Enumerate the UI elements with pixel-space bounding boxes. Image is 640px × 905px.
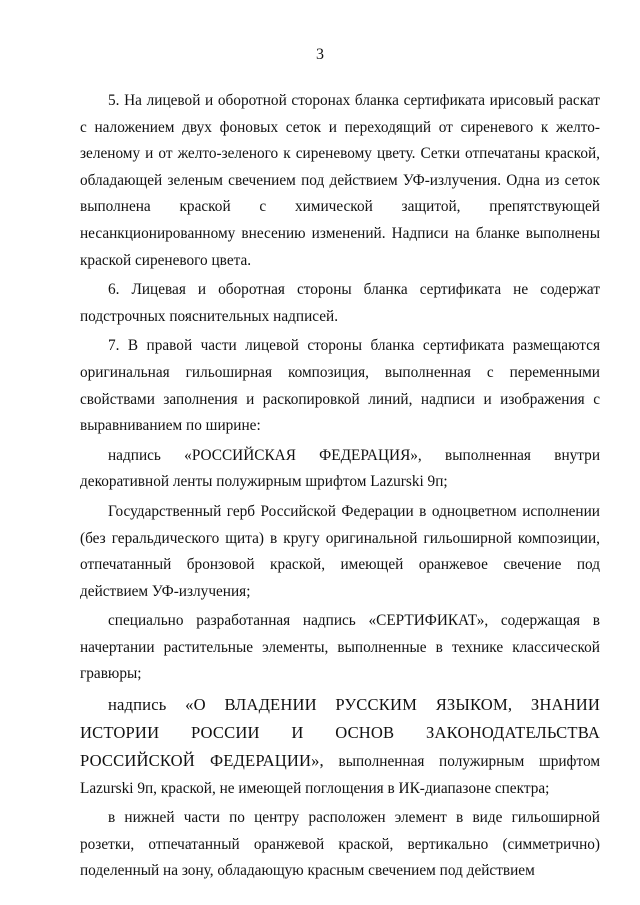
item-inscription-certificate: специально разработанная надпись «СЕРТИФИКАТ», содержащая в начертании растительные элементы, выполненные в технике классической гравюры; [80,612,600,683]
page-number: 3 [316,46,324,63]
paragraph-5: 5. На лицевой и оборотной сторонах бланка сертификата ирисовый раскат с наложением двух фоновых сеток и переходящий от сиреневого к желто-зеленому и от желто-зеленого к сиреневому цвету. Сетки отпечатаны краской, обладающей зеленым свечением под действием УФ-излучения. Одна из сеток выполнена краской с химической защитой, препятствующей несанкционированному внесению изменений. Надписи на бланке выполнены краской сиреневого цвета. [80,92,600,269]
paragraph-7: 7. В правой части лицевой стороны бланка сертификата размещаются оригинальная гильоширная композиция, выполненная с переменными свойствами заполнения и раскопировкой линий, надписи и изображения с выравниванием по ширине: [80,337,600,435]
item-rosette-element: в нижней части по центру расположен элемент в виде гильоширной розетки, отпечатанный оранжевой краской, вертикально (симметрично) поделенный на зону, обладающую красным свечением под действием [80,809,600,880]
inscription-caps-text: надпись «О ВЛАДЕНИИ РУССКИМ ЯЗЫКОМ, ЗНАНИИ ИСТОРИИ РОССИИ И ОСНОВ ЗАКОНОДАТЕЛЬСТВА РОССИЙСКОЙ ФЕДЕРАЦИИ», [80,695,600,771]
item-inscription-language-knowledge [80,691,600,802]
inscription-rest-text: выполненная полужирным шрифтом Lazurski 9п, краской, не имеющей поглощения в ИК-диапазоне спектра; [80,753,600,798]
document-body [80,88,600,888]
item-inscription-russian-federation: надпись «РОССИЙСКАЯ ФЕДЕРАЦИЯ», выполненная внутри декоративной ленты полужирным шрифтом Lazurski 9п; [80,446,600,491]
paragraph-6: 6. Лицевая и оборотная стороны бланка сертификата не содержат подстрочных пояснительных надписей. [80,281,600,325]
item-coat-of-arms: Государственный герб Российской Федерации в одноцветном исполнении (без геральдического щита) в кругу оригинальной гильоширной композиции, отпечатанный бронзовой краской, имеющей оранжевое свечение под действием УФ-излучения; [80,502,600,600]
